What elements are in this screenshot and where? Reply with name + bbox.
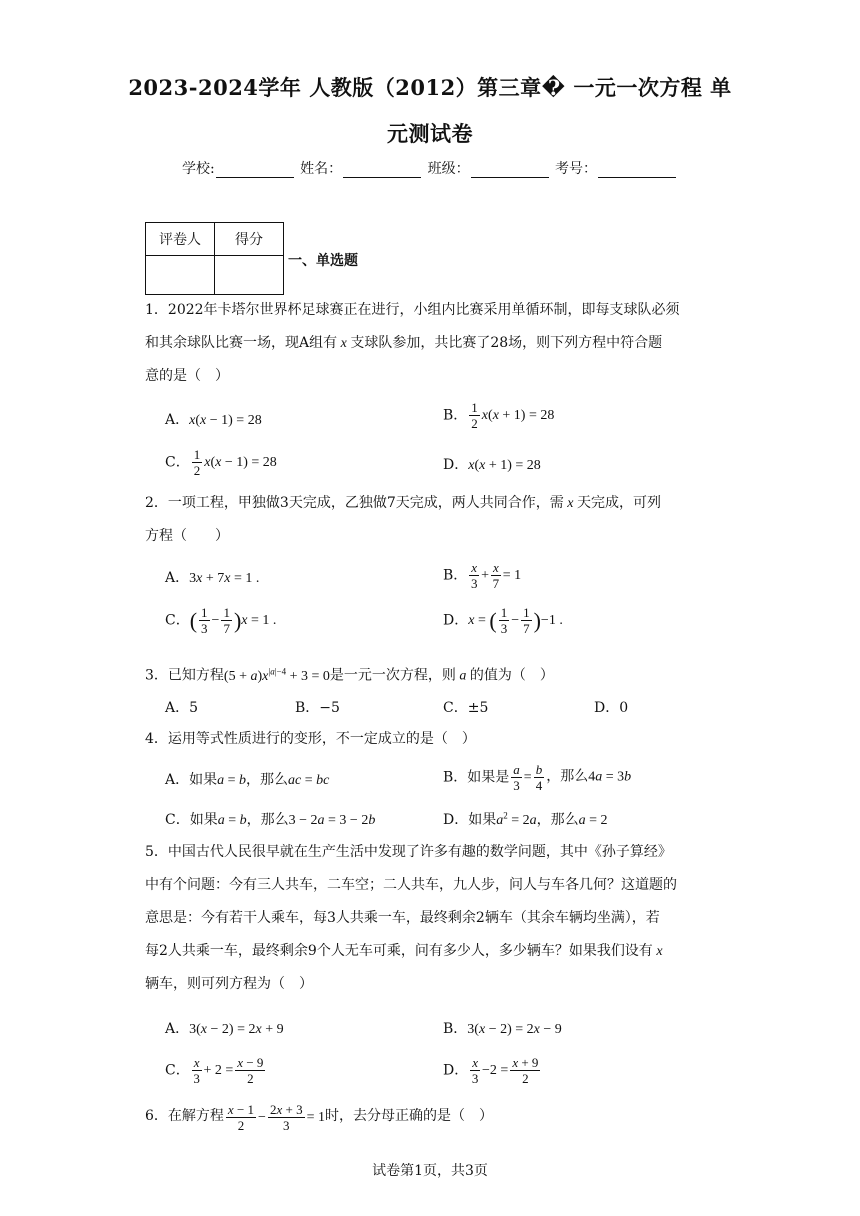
question-2 <box>145 487 715 553</box>
q5-option-d[interactable]: D． $\frac{x}{3}$ −2 = $\frac{x + 9}{2}$ <box>443 1055 539 1086</box>
q2-option-d[interactable]: D．x = ( $\frac{1}{3}$ − $\frac{1}{7}$ )−1 . <box>443 605 563 636</box>
name-blank[interactable] <box>343 163 421 178</box>
q4-option-c[interactable]: C．如果a = b，那么3 − 2a = 3 − 2b <box>165 812 376 828</box>
question-4: 4．运用等式性质进行的变形，不一定成立的是（ ） <box>145 731 476 747</box>
q5-option-c[interactable]: C． $\frac{x}{3}$ + 2 = $\frac{x - 9}{2}$ <box>165 1055 264 1086</box>
grader-cell[interactable] <box>146 256 215 295</box>
class-label: 班级： <box>427 161 470 177</box>
q5-option-a[interactable]: A．3(x − 2) = 2x + 9 <box>165 1021 284 1037</box>
q5-line2: 中有个问题：今有三人共车，二车空；二人共车，九人步，问人与车各几何？这道题的 <box>145 877 677 893</box>
section-heading: 一、单选题 <box>288 253 358 269</box>
q2-line2: 方程（ ） <box>145 528 229 544</box>
score-header: 得分 <box>215 223 284 256</box>
q1-option-c[interactable]: C． $\frac{1}{2}$ x(x − 1) = 28 <box>165 447 277 478</box>
q1-option-d[interactable]: D．x(x + 1) = 28 <box>443 457 541 473</box>
page-footer: 试卷第1页，共3页 <box>372 1163 488 1179</box>
q5-line1: 5．中国古代人民很早就在生产生活中发现了许多有趣的数学问题，其中《孙子算经》 <box>145 844 672 860</box>
q2-option-a[interactable]: A．3x + 7x = 1 . <box>165 570 260 586</box>
q3-option-c[interactable]: C．±5 <box>443 700 489 716</box>
q5-option-b[interactable]: B．3(x − 2) = 2x − 9 <box>443 1021 562 1037</box>
school-label: 学校: <box>181 161 215 177</box>
school-blank[interactable] <box>216 163 294 178</box>
score-table <box>145 222 284 295</box>
exam-no-blank[interactable] <box>598 163 676 178</box>
q4-option-a[interactable]: A．如果a = b，那么ac = bc <box>165 772 330 788</box>
exam-no-label: 考号： <box>555 161 598 177</box>
student-info-line <box>0 158 860 178</box>
q3-option-d[interactable]: D．0 <box>594 700 629 716</box>
class-blank[interactable] <box>471 163 549 178</box>
page-title-line1: 2023-2024学年 人教版（2012）第三章� 一元一次方程 单 <box>128 75 732 100</box>
q1-option-b[interactable]: B． $\frac{1}{2}$ x(x + 1) = 28 <box>443 400 555 431</box>
page-title-line2: 元测试卷 <box>387 121 473 146</box>
q1-option-a[interactable]: A．x(x − 1) = 28 <box>165 412 262 428</box>
q2-option-b[interactable]: B． $\frac{x}{3}$ + $\frac{x}{7}$ = 1 <box>443 560 522 591</box>
q4-option-d[interactable]: D．如果$a^2 = 2a$，那么a = 2 <box>443 810 608 828</box>
q1-line3: 意的是（ ） <box>145 368 229 384</box>
question-3: 3．已知方程$(5 + a)x^{|a|-4} + 3 = 0$是一元一次方程，则 a 的值为（ ） <box>145 666 554 684</box>
question-6: 6．在解方程 $\frac{x - 1}{2}$ − $\frac{2x + 3}{3}$ = 1时，去分母正确的是（ ） <box>145 1101 493 1133</box>
q3-option-b[interactable]: B．−5 <box>295 700 340 716</box>
q3-option-a[interactable]: A．5 <box>165 700 199 716</box>
q2-option-c[interactable]: C．( $\frac{1}{3}$ − $\frac{1}{7}$ )x = 1 . <box>165 605 277 636</box>
q1-line2: 和其余球队比赛一场，现A组有 x 支球队参加，共比赛了28场，则下列方程中符合题 <box>145 335 663 351</box>
score-cell[interactable] <box>215 256 284 295</box>
name-label: 姓名： <box>300 161 343 177</box>
question-1 <box>145 294 715 393</box>
q1-line1: 1．2022年卡塔尔世界杯足球赛正在进行，小组内比赛采用单循环制，即每支球队必须 <box>145 302 680 318</box>
grader-header: 评卷人 <box>146 223 215 256</box>
q2-line1: 2．一项工程，甲独做3天完成，乙独做7天完成，两人共同合作，需 x 天完成，可列 <box>145 495 661 511</box>
q4-option-b[interactable]: B．如果是 $\frac{a}{3}$ = $\frac{b}{4}$ ，那么4a = 3b <box>443 762 632 793</box>
q5-line4: 每2人共乘一车，最终剩余9个人无车可乘，问有多少人，多少辆车？如果我们设有 x <box>145 943 663 959</box>
q5-line5: 辆车，则可列方程为（ ） <box>145 976 313 992</box>
question-5 <box>145 836 715 1001</box>
q5-line3: 意思是：今有若干人乘车，每3人共乘一车，最终剩余2辆车（其余车辆均坐满），若 <box>145 910 660 926</box>
